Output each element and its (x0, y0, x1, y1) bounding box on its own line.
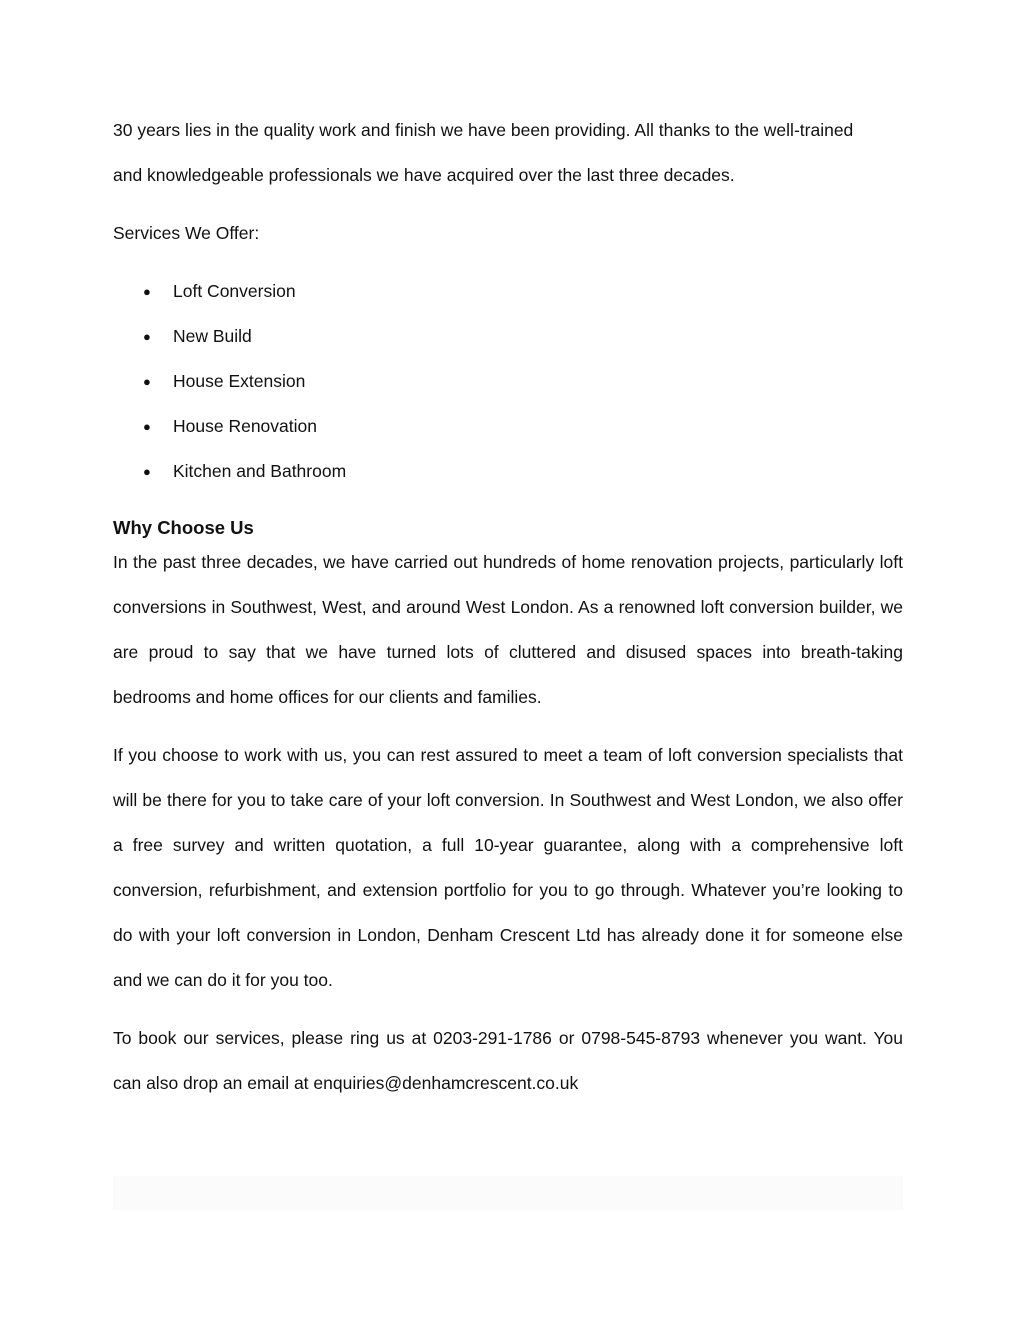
bullet-icon: ● (143, 374, 151, 389)
why-choose-us-heading: Why Choose Us (113, 517, 254, 538)
list-item (113, 269, 903, 314)
bullet-icon: ● (143, 464, 151, 479)
bullet-icon: ● (143, 419, 151, 434)
services-list (113, 269, 903, 494)
service-label: House Extension (173, 371, 306, 391)
why-paragraph-1: In the past three decades, we have carried out hundreds of home renovation projects, particularly loft conversions in Southwest, West, and around West London. As a renowned loft conversion builder, we are proud to say that we have turned lots of cluttered and disused spaces into breath-taking bedrooms and home offices for our clients and families. (113, 552, 903, 707)
contact-paragraph: To book our services, please ring us at 0203-291-1786 or 0798-545-8793 whenever you want. You can also drop an email at enquiries@denhamcrescent.co.uk (113, 1028, 903, 1093)
service-label: House Renovation (173, 416, 317, 436)
footer-shade (113, 1176, 903, 1210)
document-page (113, 108, 903, 1106)
why-paragraph-2: If you choose to work with us, you can rest assured to meet a team of loft conversion specialists that will be there for you to take care of your loft conversion. In Southwest and West London, we also offer a free survey and written quotation, a full 10-year guarantee, along with a comprehensive loft conversion, refurbishment, and extension portfolio for you to go through. Whatever you’re looking to do with your loft conversion in London, Denham Crescent Ltd has already done it for someone else and we can do it for you too. (113, 745, 903, 990)
bullet-icon: ● (143, 329, 151, 344)
bullet-icon: ● (143, 284, 151, 299)
service-label: New Build (173, 326, 252, 346)
list-item (113, 404, 903, 449)
service-label: Kitchen and Bathroom (173, 461, 347, 481)
intro-line-2: and knowledgeable professionals we have acquired over the last three decades. (113, 165, 735, 185)
service-label: Loft Conversion (173, 281, 296, 301)
services-heading: Services We Offer: (113, 223, 260, 243)
intro-line-1: 30 years lies in the quality work and finish we have been providing. All thanks to the well-trained (113, 120, 854, 140)
list-item (113, 359, 903, 404)
list-item (113, 314, 903, 359)
list-item (113, 449, 903, 494)
